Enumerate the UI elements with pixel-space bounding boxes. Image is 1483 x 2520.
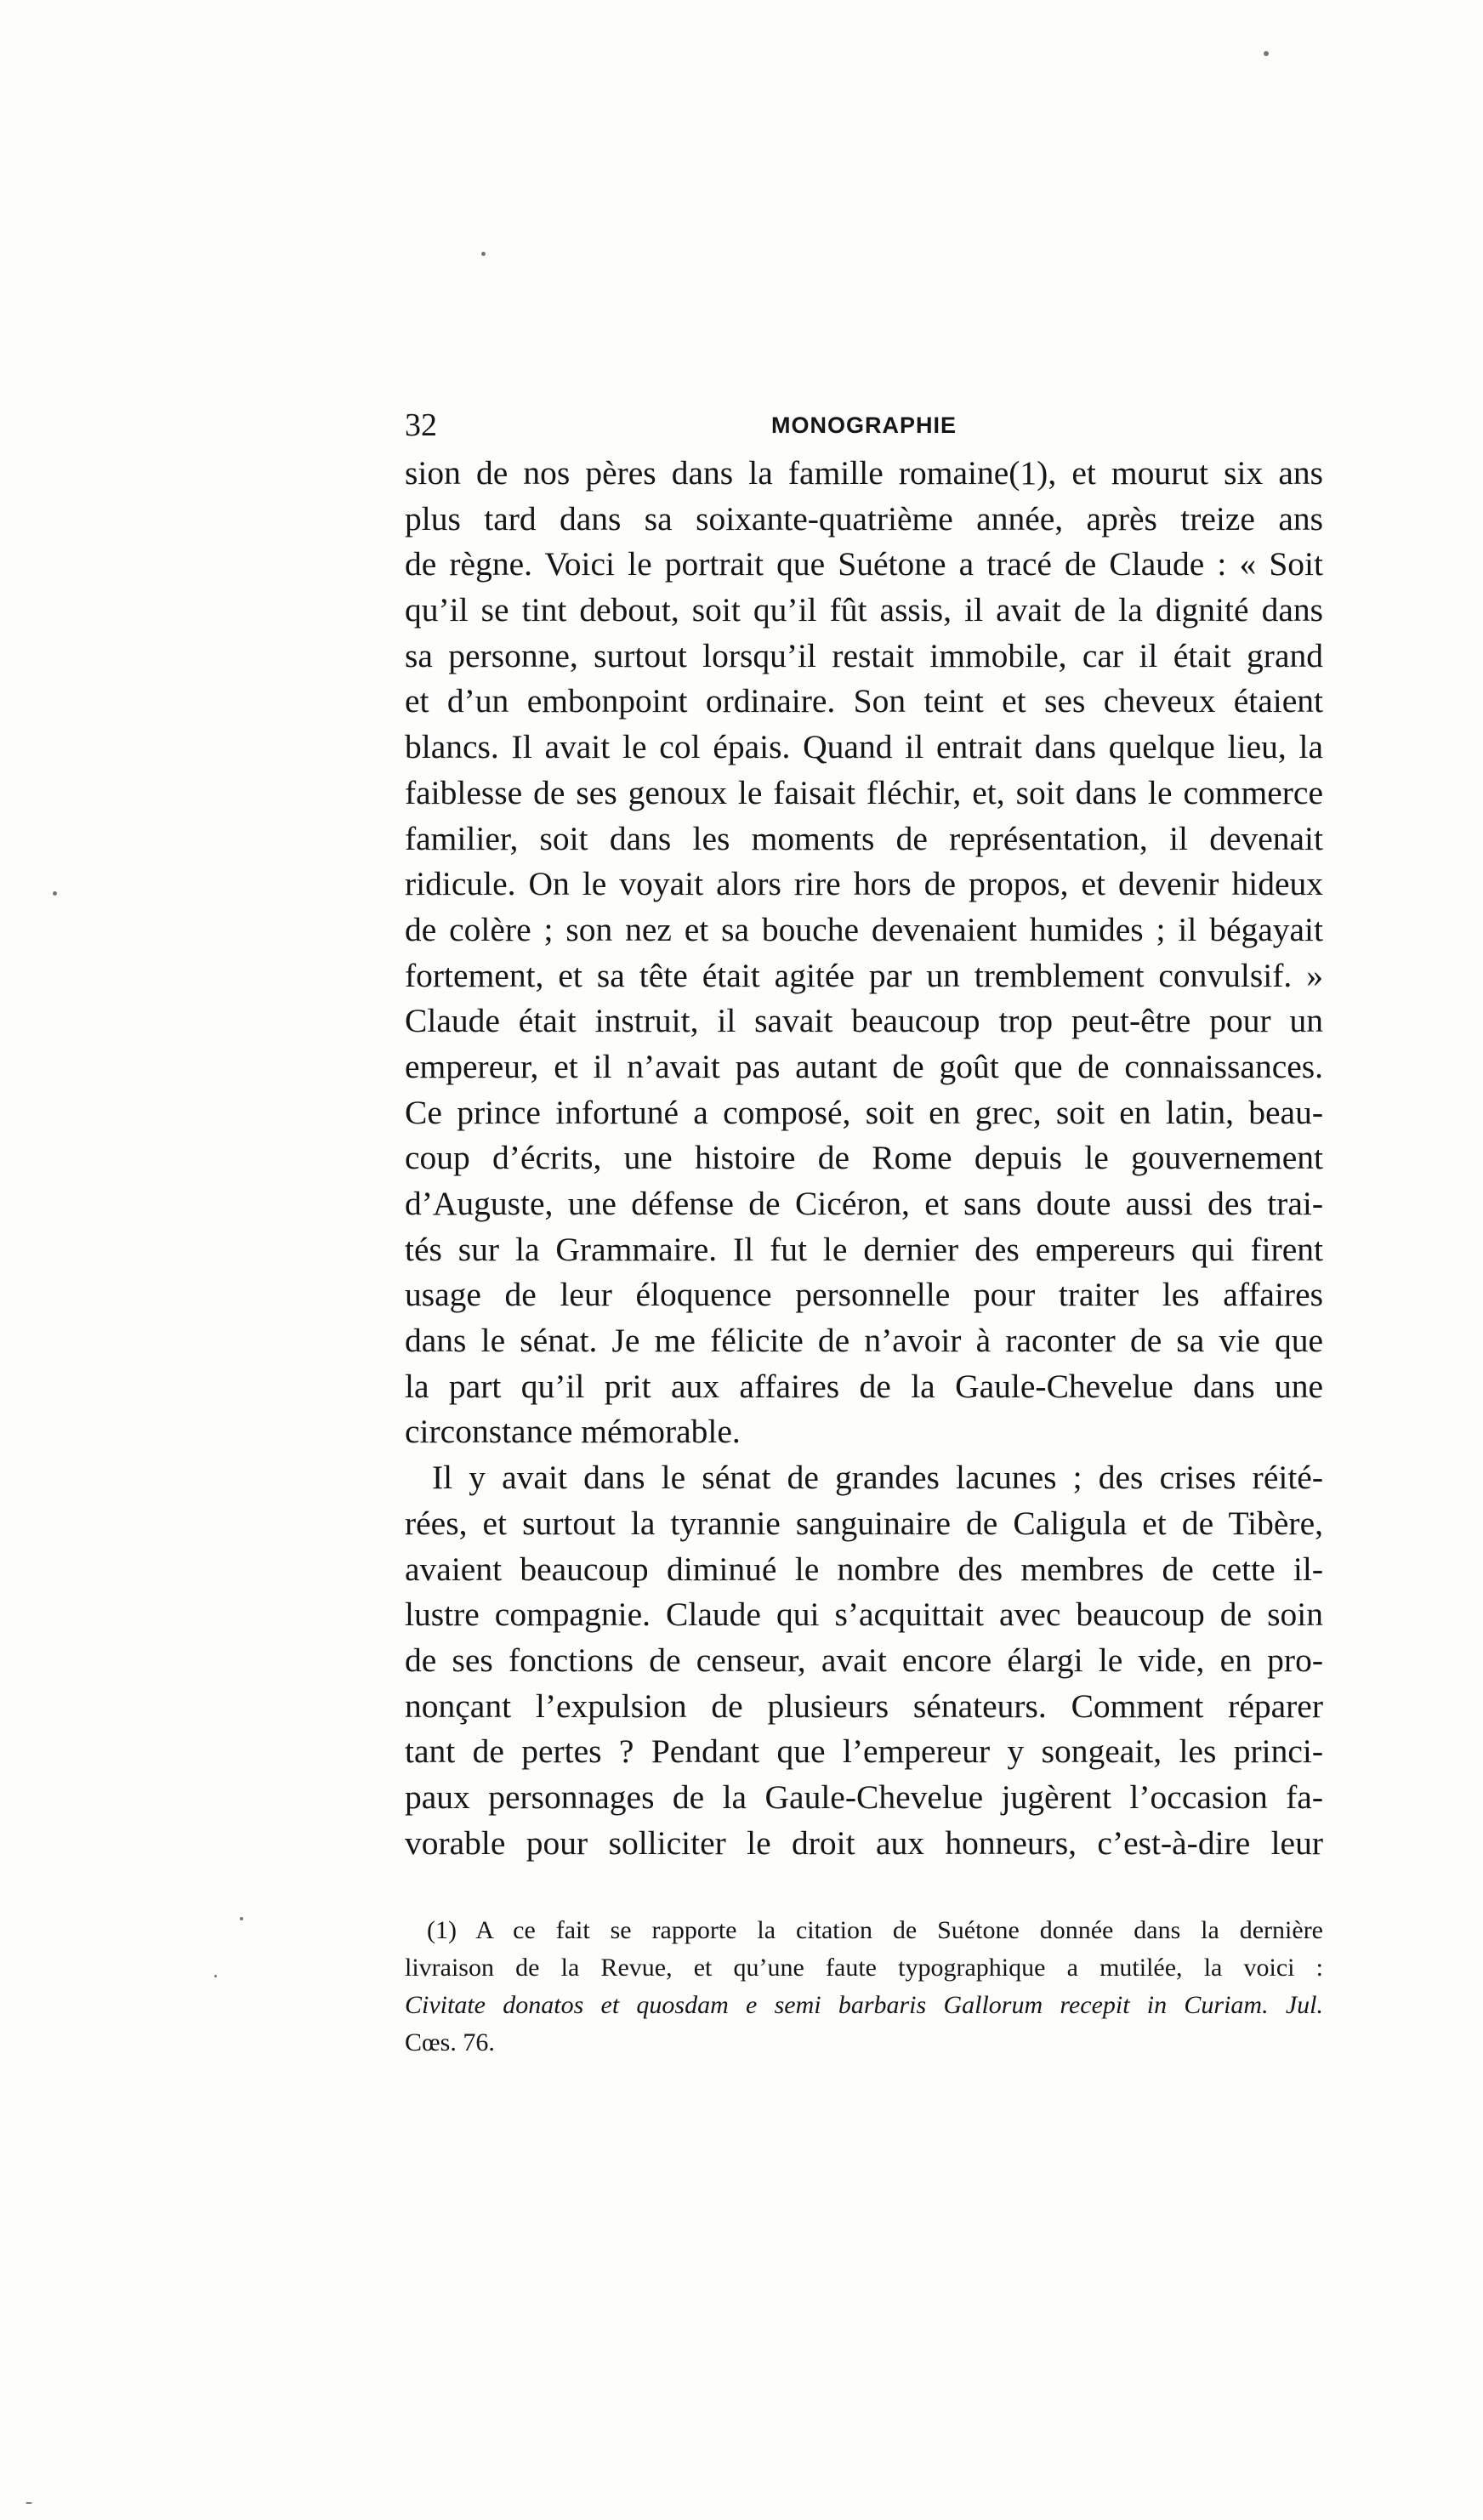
- scan-speck: [1264, 51, 1269, 56]
- text-line: de colère ; son nez et sa bouche devenaient humides ; il bégayait: [405, 910, 1323, 948]
- text-line: vorable pour solliciter le droit aux honneurs, c’est-à-dire leur: [405, 1823, 1323, 1862]
- text-line: sion de nos pères dans la famille romaine(1), et mourut six ans: [405, 454, 1323, 492]
- text-line: fortement, et sa tête était agitée par un tremblement convulsif. »: [405, 956, 1323, 994]
- footnote-line: Cœs. 76.: [405, 2028, 495, 2056]
- text-line: de ses fonctions de censeur, avait encore élargi le vide, en pro-: [405, 1641, 1323, 1679]
- paragraph-start-line: Il y avait dans le sénat de grandes lacunes ; des crises réité-: [432, 1459, 1323, 1497]
- text-line: sa personne, surtout lorsqu’il restait immobile, car il était grand: [405, 636, 1323, 674]
- paragraph-end-line: circonstance mémorable.: [405, 1413, 741, 1451]
- text-line: rées, et surtout la tyrannie sanguinaire de Caligula et de Tibère,: [405, 1504, 1323, 1542]
- text-line: usage de leur éloquence personnelle pour traiter les affaires: [405, 1276, 1323, 1314]
- text-line: plus tard dans sa soixante-quatrième année, après treize ans: [405, 499, 1323, 538]
- text-line: qu’il se tint debout, soit qu’il fût assis, il avait de la dignité dans: [405, 591, 1323, 629]
- text-line: avaient beaucoup diminué le nombre des membres de cette il-: [405, 1550, 1323, 1588]
- running-title: MONOGRAPHIE: [770, 412, 957, 438]
- footnote-line: (1) A ce fait se rapporte la citation de Suétone donnée dans la dernière: [427, 1916, 1323, 1944]
- footnote-quote-line: Civitate donatos et quosdam e semi barbaris Gallorum recepit in Curiam. Jul.: [405, 1991, 1323, 2019]
- text-line: Ce prince infortuné a composé, soit en grec, soit en latin, beau-: [405, 1093, 1323, 1131]
- text-line: de règne. Voici le portrait que Suétone a tracé de Claude : « Soit: [405, 545, 1323, 583]
- text-line: faiblesse de ses genoux le faisait fléchir, et, soit dans le commerce: [405, 773, 1323, 811]
- text-line: blancs. Il avait le col épais. Quand il entrait dans quelque lieu, la: [405, 728, 1323, 766]
- footnote: [405, 1912, 1323, 2062]
- body-text: [405, 451, 1323, 1866]
- text-line: familier, soit dans les moments de représentation, il devenait: [405, 819, 1323, 857]
- scan-speck: [240, 1917, 243, 1920]
- text-line: d’Auguste, une défense de Cicéron, et sans doute aussi des trai-: [405, 1185, 1323, 1222]
- text-line: ridicule. On le voyait alors rire hors de propos, et devenir hideux: [405, 865, 1323, 903]
- text-line: et d’un embonpoint ordinaire. Son teint et ses cheveux étaient: [405, 682, 1323, 720]
- scan-speck: [214, 1975, 217, 1977]
- text-line: nonçant l’expulsion de plusieurs sénateurs. Comment réparer: [405, 1687, 1323, 1725]
- scan-speck: [53, 891, 57, 896]
- text-line: empereur, et il n’avait pas autant de goût que de connaissances.: [405, 1047, 1323, 1085]
- scan-speck: [481, 252, 486, 256]
- text-line: dans le sénat. Je me félicite de n’avoir à raconter de sa vie que: [405, 1322, 1323, 1360]
- text-line: lustre compagnie. Claude qui s’acquittait avec beaucoup de soin: [405, 1596, 1323, 1634]
- text-line: Claude était instruit, il savait beaucoup trop peut-être pour un: [405, 1002, 1323, 1040]
- text-line: paux personnages de la Gaule-Chevelue jugèrent l’occasion fa-: [405, 1778, 1323, 1816]
- scan-speck: [26, 2502, 32, 2504]
- text-line: coup d’écrits, une histoire de Rome depuis le gouvernement: [405, 1139, 1323, 1177]
- text-line: tés sur la Grammaire. Il fut le dernier des empereurs qui firent: [405, 1230, 1323, 1268]
- footnote-line: livraison de la Revue, et qu’une faute typographique a mutilée, la voici :: [405, 1954, 1323, 1982]
- page-number: 32: [405, 407, 437, 443]
- text-line: la part qu’il prit aux affaires de la Gaule-Chevelue dans une: [405, 1367, 1323, 1405]
- page-header: [405, 400, 1323, 451]
- text-line: tant de pertes ? Pendant que l’empereur y songeait, les princi-: [405, 1732, 1323, 1771]
